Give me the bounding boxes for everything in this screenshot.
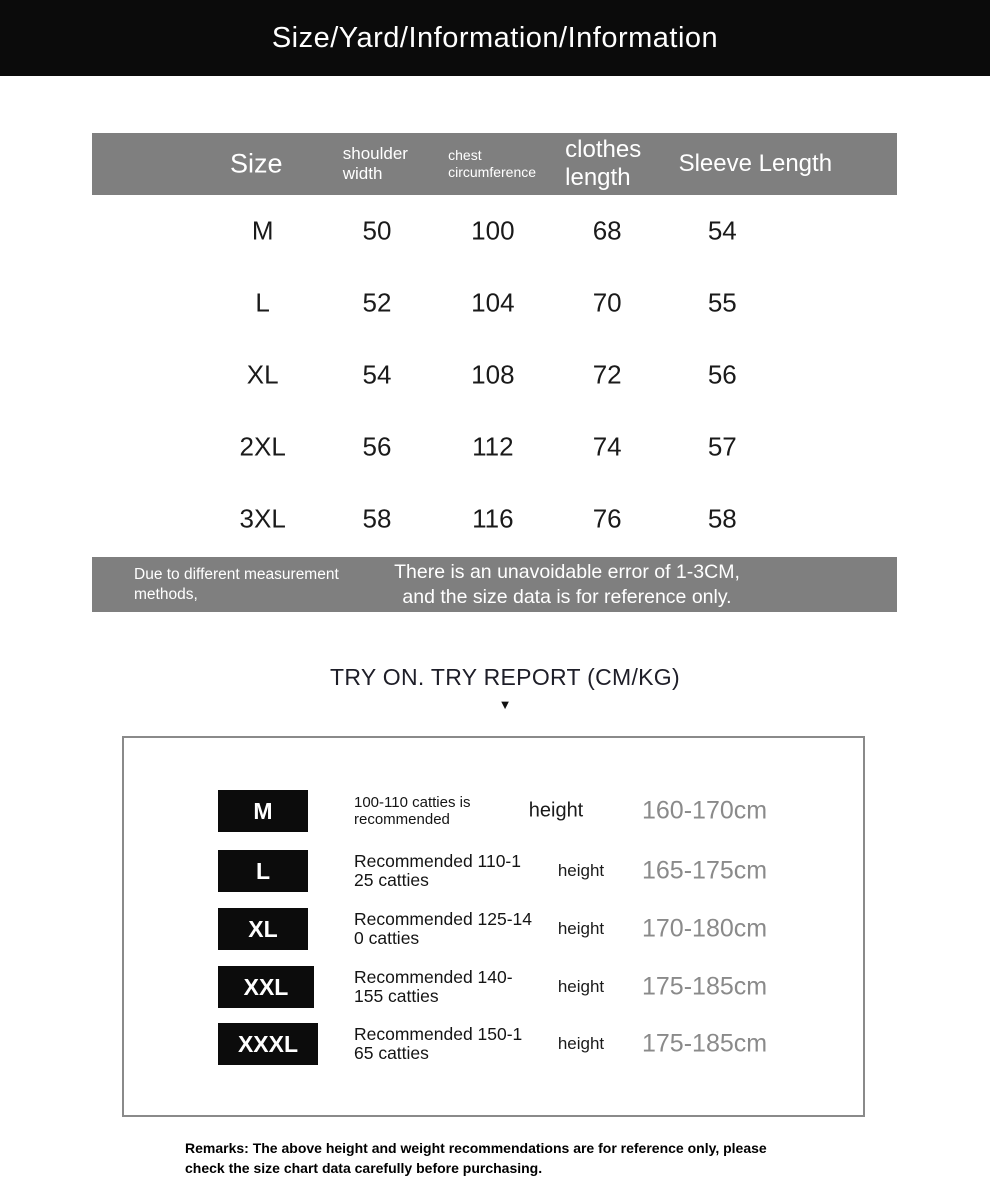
weight-recommendation: 100-110 catties is recommended [354,794,471,828]
height-range: 165-175cm [642,856,768,885]
cell-size: 3XL [239,503,286,534]
height-range: 170-180cm [642,914,768,943]
table-row-xl [92,339,897,411]
size-badge: XL [218,908,308,950]
try-on-row-m [124,782,863,840]
weight-recommendation: Recommended 140- 155 catties [354,967,513,1006]
try-on-report-box [122,736,865,1117]
cell-size: XL [246,359,279,390]
height-range: 175-185cm [642,1029,768,1058]
height-label: height [557,977,605,996]
note-right-text: There is an unavoidable error of 1-3CM, and the size data is for reference only. [394,560,740,608]
cell-clothes: 76 [592,503,622,534]
cell-size: L [255,287,270,318]
cell-chest: 112 [472,431,514,462]
cell-chest: 104 [471,287,515,318]
size-badge: XXXL [218,1023,318,1065]
height-label: height [528,799,584,822]
height-label: height [557,1034,605,1053]
try-on-row-xl [124,900,863,958]
cell-sleeve: 54 [707,215,737,246]
cell-clothes: 74 [592,431,622,462]
dropdown-arrow-icon: ▼ [498,697,512,712]
cell-sleeve: 57 [707,431,737,462]
note-left-text: Due to different measurement methods, [134,565,339,603]
cell-chest: 100 [471,215,515,246]
column-header-size: Size [229,148,283,179]
cell-shoulder: 56 [362,431,392,462]
column-header-clothes-length: clothes length [565,136,642,191]
height-range: 175-185cm [642,972,768,1001]
weight-recommendation: Recommended 150-1 65 catties [354,1024,523,1063]
height-label: height [557,919,605,938]
cell-clothes: 72 [592,359,622,390]
weight-recommendation: Recommended 125-14 0 catties [354,909,533,948]
try-on-row-xxxl [124,1015,863,1073]
height-label: height [557,861,605,880]
weight-recommendation: Recommended 110-1 25 catties [354,851,521,890]
cell-chest: 116 [472,503,514,534]
size-table-header [92,133,897,195]
title-banner [0,0,990,76]
cell-chest: 108 [471,359,515,390]
size-badge: L [218,850,308,892]
remarks-text: Remarks: The above height and weight recommendations are for reference only, please check the size chart data carefully before purchasing. [185,1140,767,1176]
size-badge: XXL [218,966,314,1008]
cell-shoulder: 52 [362,287,392,318]
table-row-3xl [92,483,897,555]
page-title: Size/Yard/Information/Information [271,21,719,54]
try-on-heading: TRY ON. TRY REPORT (CM/KG) [330,664,680,690]
cell-shoulder: 54 [362,359,392,390]
cell-sleeve: 55 [707,287,737,318]
cell-clothes: 70 [592,287,622,318]
cell-sleeve: 58 [707,503,737,534]
cell-size: 2XL [239,431,286,462]
size-table-body [92,195,897,555]
height-range: 160-170cm [642,796,768,825]
try-on-row-l [124,842,863,900]
column-header-sleeve-length: Sleeve Length [678,150,833,177]
table-row-2xl [92,411,897,483]
cell-sleeve: 56 [707,359,737,390]
column-header-shoulder-width: shoulder width [342,144,408,183]
try-on-row-xxl [124,958,863,1016]
table-row-m [92,195,897,267]
cell-shoulder: 58 [362,503,392,534]
cell-size: M [251,215,274,246]
cell-shoulder: 50 [362,215,392,246]
column-header-chest-circumference: chest circumference [448,147,537,180]
table-row-l [92,267,897,339]
cell-clothes: 68 [592,215,622,246]
size-table [92,133,897,555]
measurement-note-bar [92,557,897,612]
size-badge: M [218,790,308,832]
